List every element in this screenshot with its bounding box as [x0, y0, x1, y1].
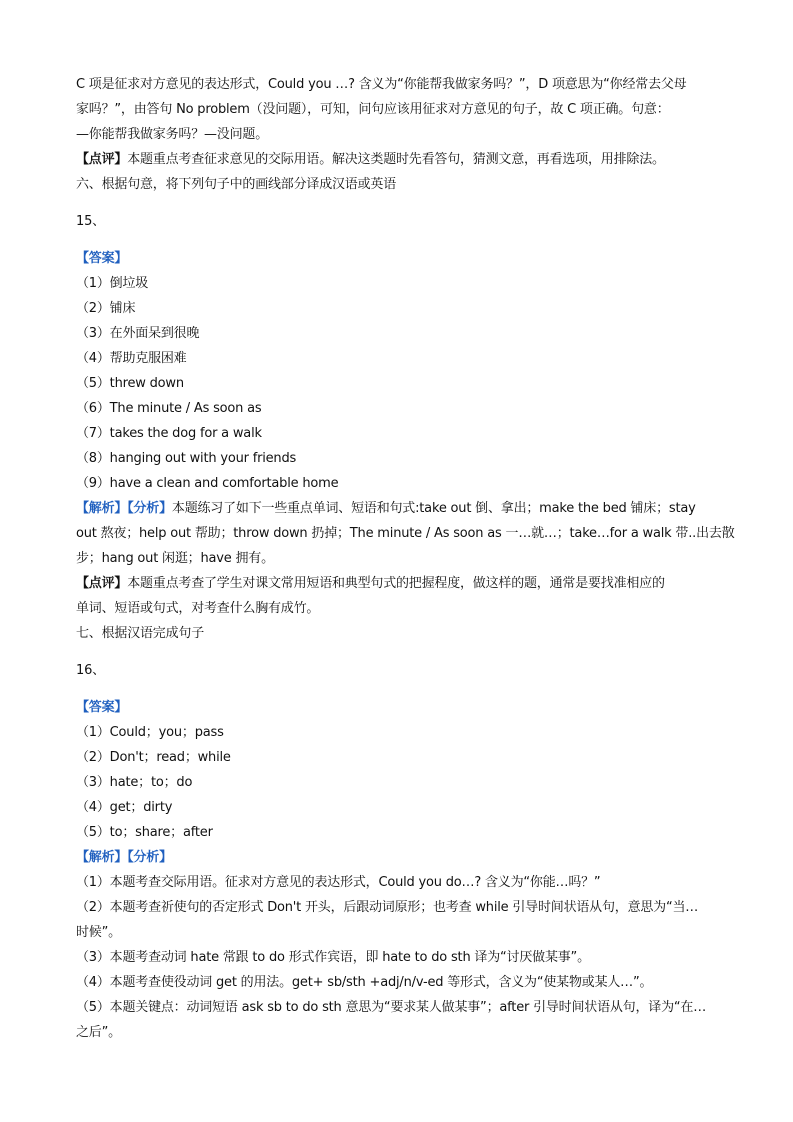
- intro-line-2: 家吗？”，由答句 No problem（没问题），可知，问句应该用征求对方意见的句子，故 C 项正确。句意：: [76, 102, 670, 117]
- answer-15-6: （6）The minute / As soon as: [76, 401, 262, 416]
- intro-line-3: —你能帮我做家务吗？—没问题。: [76, 127, 269, 142]
- analysis-tag-16: 【解析】【分析】: [76, 850, 172, 865]
- analysis-16-line-1: （1）本题考查交际用语。征求对方意见的表达形式，Could you do…? 含义为“你能…吗？”: [76, 875, 601, 890]
- document-page: [76, 72, 735, 1045]
- comment-tag: 【点评】: [76, 152, 128, 167]
- comment-text: 本题重点考查征求意见的交际用语。解决这类题时先看答句，猜测文意，再看选项，用排除法。: [127, 152, 665, 167]
- answer-16-4: （4）get；dirty: [76, 800, 173, 815]
- answer-tag-16: 【答案】: [76, 700, 128, 715]
- answer-15-3: （3）在外面呆到很晚: [76, 326, 200, 341]
- answer-16-5: （5）to；share；after: [76, 825, 213, 840]
- intro-line-1: C 项是征求对方意见的表达形式，Could you …? 含义为“你能帮我做家务吗？”，D 项意思为“你经常去父母: [76, 77, 687, 92]
- intro-comment: [76, 147, 726, 172]
- analysis-15-line-1: [76, 496, 726, 521]
- question-15-number: 15、: [76, 214, 105, 229]
- comment-tag-15: 【点评】: [76, 576, 128, 591]
- analysis-15-line-3: 步；hang out 闲逛；have 拥有。: [76, 551, 274, 566]
- section-6-heading: 六、根据句意，将下列句子中的画线部分译成汉语或英语: [76, 177, 397, 192]
- analysis-16-line-7: 之后”。: [76, 1025, 121, 1040]
- analysis-16-line-4: （3）本题考查动词 hate 常跟 to do 形式作宾语，即 hate to do sth 译为“讨厌做某事”。: [76, 950, 590, 965]
- answer-15-1: （1）倒垃圾: [76, 276, 149, 291]
- analysis-16-line-6: （5）本题关键点：动词短语 ask sb to do sth 意思为“要求某人做某事”；after 引导时间状语从句，译为“在…: [76, 1000, 707, 1015]
- answer-15-8: （8）hanging out with your friends: [76, 451, 297, 466]
- answer-tag-15: 【答案】: [76, 251, 128, 266]
- analysis-15-text-1: 本题练习了如下一些重点单词、短语和句式:take out 倒、拿出；make the bed 铺床；stay: [171, 501, 696, 516]
- answer-16-2: （2）Don't；read；while: [76, 750, 231, 765]
- comment-15-line-1: [76, 571, 726, 596]
- answer-15-5: （5）threw down: [76, 376, 184, 391]
- analysis-15-line-2: out 熬夜；help out 帮助；throw down 扔掉；The minute / As soon as 一…就…；take…for a walk 带..出去散: [76, 526, 735, 541]
- question-16-number: 16、: [76, 663, 105, 678]
- answer-16-3: （3）hate；to；do: [76, 775, 193, 790]
- comment-15-text-1: 本题重点考查了学生对课文常用短语和典型句式的把握程度，做这样的题，通常是要找准相应的: [127, 576, 665, 591]
- section-7-heading: 七、根据汉语完成句子: [76, 626, 205, 641]
- analysis-tag-15: 【解析】【分析】: [76, 501, 172, 516]
- answer-15-9: （9）have a clean and comfortable home: [76, 476, 339, 491]
- answer-15-4: （4）帮助克服困难: [76, 351, 187, 366]
- answer-15-2: （2）铺床: [76, 301, 136, 316]
- analysis-16-line-5: （4）本题考查使役动词 get 的用法。get+ sb/sth +adj/n/v-ed 等形式，含义为“使某物或某人…”。: [76, 975, 653, 990]
- analysis-16-line-3: 时候”。: [76, 925, 121, 940]
- answer-15-7: （7）takes the dog for a walk: [76, 426, 262, 441]
- analysis-16-line-2: （2）本题考查祈使句的否定形式 Don't 开头，后跟动词原形；也考查 while 引导时间状语从句，意思为“当…: [76, 900, 699, 915]
- comment-15-line-2: 单词、短语或句式，对考查什么胸有成竹。: [76, 601, 320, 616]
- answer-16-1: （1）Could；you；pass: [76, 725, 224, 740]
